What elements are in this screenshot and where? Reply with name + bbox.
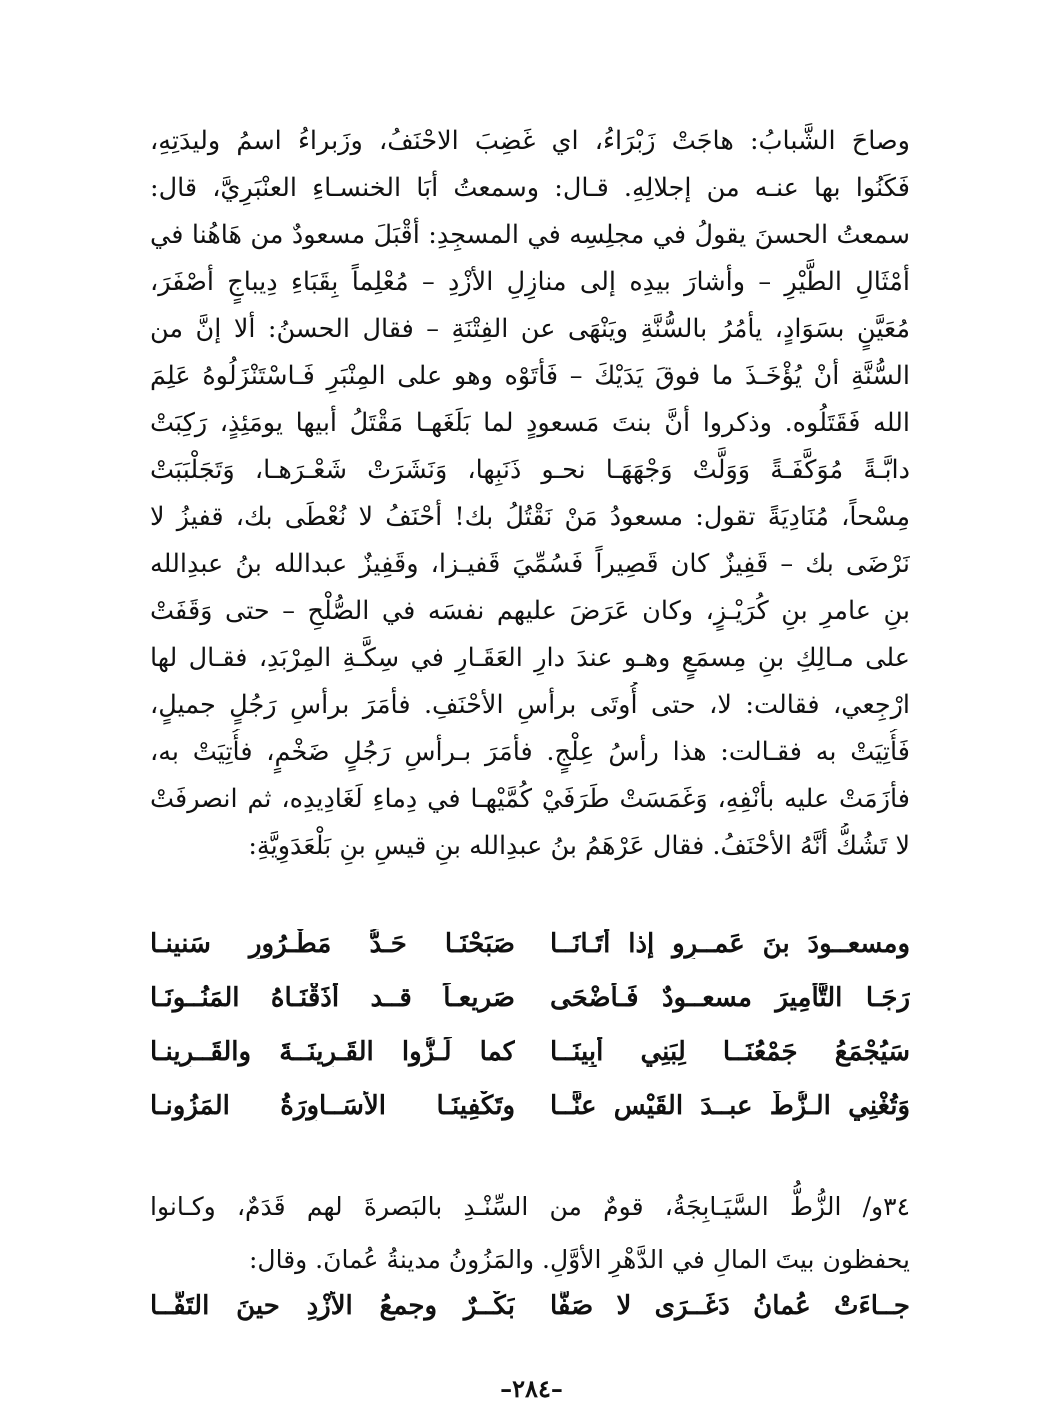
verse-first-hemistich: ومسعــودَ بنَ عَمــرٍو إذا أتَـانَــا [550, 929, 910, 959]
text-line-6: السُّنَّةِ أنْ يُؤْخَـذَ ما فوقَ يَدَيْكَ – فَأتَوْه وهو على المِنْبَرِ فَـاسْتَنْزَلُوهُ عَلِمَ [150, 361, 910, 391]
text-line-10: نَرْضَى بك – قَفِيزٌ كان قَصِيراً فَسُمِّيَ قَفيـزا، وقَفِيزٌ عبدالله بنُ عبدِالله [150, 549, 910, 579]
text-line-15: فأزَمَتْ عليه بأنْفِهِ، وَغَمَسَتْ طَرَفَيْ كُمَّيْهـا في دِماءِ لَغَادِيدِه، ثم انصرفَتْ [150, 784, 910, 814]
text-line-12: على مـالِكِ بنِ مِسمَعٍ وهـو عندَ دارِ العَقَـارِ في سِكَّـةِ المِرْبَدِ، فقـال لها [150, 643, 910, 673]
footnote-verse [150, 1278, 910, 1334]
text-line-7: الله فَقَتَلُوه. وذكروا أنَّ بنتَ مَسعودٍ لما بَلَغَهـا مَقْتَلُ أبيها يومَئِذٍ، رَكِبَتْ [150, 408, 910, 438]
poem-verse [150, 971, 910, 1025]
poem-verse [150, 1025, 910, 1079]
text-line-3: سمعتُ الحسنَ يقولُ في مجلِسِه في المسجِدِ: أقْبَلَ مسعودٌ من هَاهُنا في [150, 220, 910, 250]
main-text-block [150, 118, 910, 870]
footnote-verse-second-hemistich: بَكْــرٌ وجمعُ الأزْدِ حينَ التَفَّــا [150, 1291, 515, 1321]
text-line-14: فَأُتِيَتْ به فقـالت: هذا رأسُ عِلْجٍ. فأمَرَ بـرأسِ رَجُلٍ ضَخْمٍ، فأُتِيَتْ به، [150, 737, 910, 767]
verse-second-hemistich: كما لَـزُّوا القَـرِينَــةَ والقَــرِينـا [150, 1037, 515, 1067]
verse-second-hemistich: صَبَحْنَـا حَـدُّ مَطْـرُورٍ سَنينـا [150, 929, 515, 959]
text-line-11: بنِ عامرِ بنِ كُرَيْـزٍ، وكان عَرَضَ عليهم نفسَه في الصُّلْحِ – حتى وَقَفَتْ [150, 596, 910, 626]
verse-first-hemistich: رَجَـا التَّأمِيرَ مسعــودٌ فَـأضْحَى [550, 983, 910, 1013]
verse-first-hemistich: سَيُجْمَعُ جَمْعُنَــا لِبَنِي أبِينَــا [550, 1037, 910, 1067]
text-line-8: دابَّـةً مُوَكَّفَـةً وَوَلَّتْ وَجْهَهَـا نحـو ذَنَبِها، وَنَشَرَتْ شَعْـرَهـا، وَتَجَلْبَبَتْ [150, 455, 910, 485]
text-line-16: لا تَشُكُّ أنَّهُ الأحْنَفُ. فقال عَرْهَمُ بنُ عبدِالله بنِ قيسِ بنِ بَلْعَدَوِيَّةِ: [248, 831, 910, 861]
text-line-5: مُعَيَّنٍ بسَوَادٍ، يأمُرُ بالسُّنَّةِ ويَنْهَى عن الفِتْنَةِ – فقال الحسنُ: ألا إنَّ من [150, 314, 910, 344]
verse-second-hemistich: صَريعـاً قــد أذَقْنَـاهُ المَنُــونَـا [150, 983, 515, 1013]
poem-verse [150, 917, 910, 971]
text-line-9: مِسْحاً، مُنَادِيَةً تقول: مسعودُ مَنْ نَقْتُلُ بك! أحْنَفُ لا نُعْطَى بك، قفيزُ لا [150, 502, 910, 532]
footnote-line-1: ٣٤و/ الزُّطُّ السَّيَـابِجَةُ، قومٌ من السِّنْـدِ بالبَصرةَ لهم قَدَمٌ، وكـانوا [150, 1192, 910, 1221]
poem-verse [150, 1079, 910, 1133]
text-line-2: فَكَنُوا بها عنـه من إجلالِهِ. قـال: وسمعتُ أبَا الخنسـاءِ العنْبَرِيَّ، قال: [150, 173, 910, 203]
text-line-4: أمْثَالِ الطَّيْرِ – وأشارَ بيدِه إلى منازِلِ الأزْدِ – مُعْلِماً بِقَبَاءِ دِيباجٍ أصْفَرَ، [150, 267, 910, 297]
verse-first-hemistich: وَتُغْنِي الـزُّطُّ عبــدَ القَيْسِ عنَّــا [550, 1091, 910, 1121]
footnote-line-2: يحفظون بيتَ المالِ في الدَّهْرِ الأوَّلِ. والمَزُونُ مدينةُ عُمانَ. وقال: [249, 1245, 910, 1274]
footnote-block [150, 1180, 910, 1286]
verse-second-hemistich: وتَكْفِينَـا الأسَــاوِرَةُ المَزُونـا [150, 1091, 515, 1121]
text-line-1: وصاحَ الشَّبابُ: هاجَتْ زَبْرَاءُ، اي غَضِبَ الاحْنَفُ، وزَبراءُ اسمُ وليدَتِهِ، [150, 126, 910, 156]
footnote-verse-first-hemistich: جــاءَتْ عُمانُ دَغَــرَى لا صَفًّا [550, 1291, 910, 1321]
text-line-13: ارْجِعي، فقالت: لا، حتى أُوتَى برأسِ الأحْنَفِ. فأمَرَ برأسِ رَجُلٍ جميلٍ، [150, 690, 910, 720]
page-number: –٢٨٤– [500, 1374, 563, 1403]
